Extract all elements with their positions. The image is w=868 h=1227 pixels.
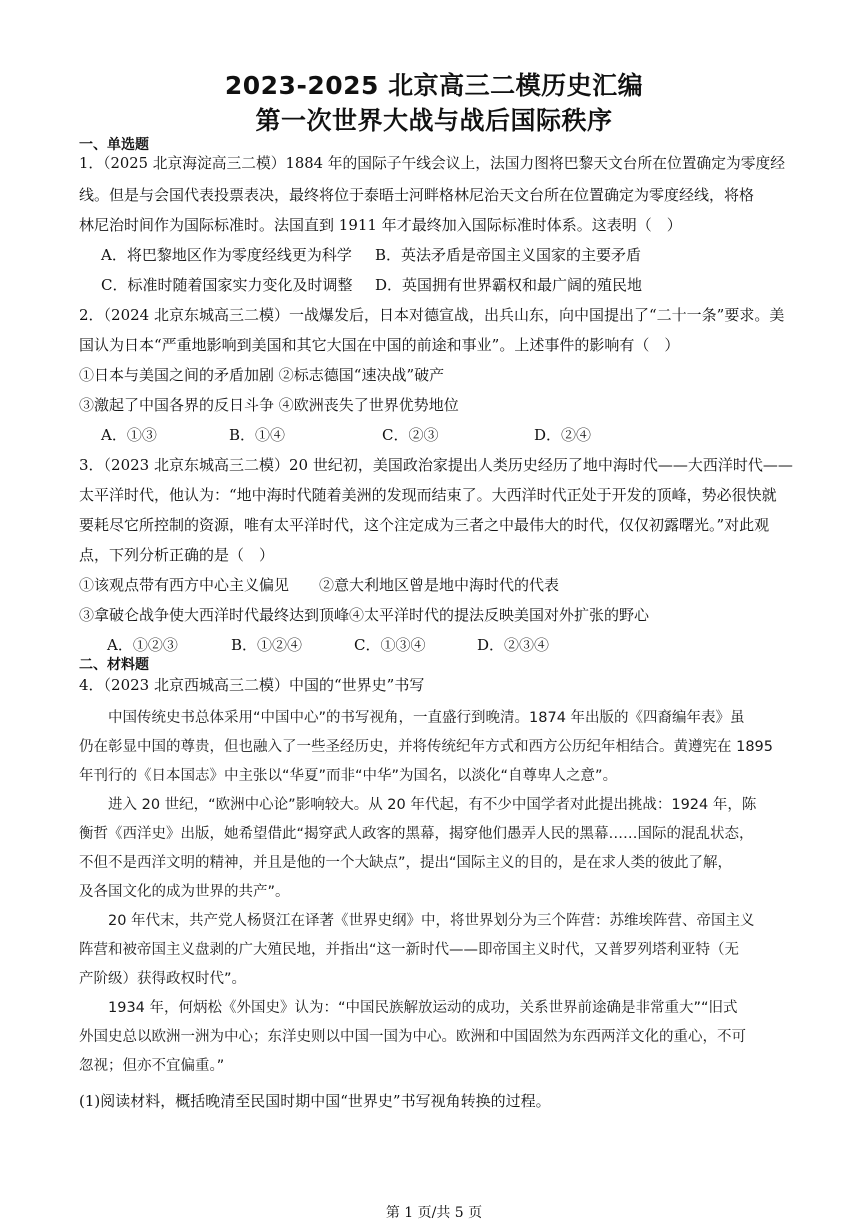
q1-stem-line: 林尼治时间作为国际标准时。法国直到 1911 年才最终加入国际标准时体系。这表明（ ） (79, 216, 682, 234)
q3-statement-line: ③拿破仑战争使大西洋时代最终达到顶峰④太平洋时代的提法反映美国对外扩张的野心 (79, 606, 650, 624)
q4-passage-line: 忽视；但亦不宜偏重。” (79, 1058, 225, 1074)
document-title: 2023-2025 北京高三二模历史汇编 (224, 71, 644, 100)
q3-option-a: A．①②③ (107, 636, 178, 654)
q2-option-a: A．①③ (101, 426, 157, 444)
q4-subquestion-1: (1)阅读材料，概括晚清至民国时期中国“世界史”书写视角转换的过程。 (79, 1092, 551, 1110)
q4-passage-line: 产阶级）获得政权时代”。 (79, 971, 247, 987)
q2-option-d: D．②④ (534, 426, 592, 444)
q4-passage-line: 不但不是西洋文明的精神，并且是他的一个大缺点”，提出“国际主义的目的，是在求人类的彼此了解， (79, 855, 733, 871)
q4-passage-line: 年刊行的《日本国志》中主张以“华夏”而非“中华”为国名，以淡化“自尊卑人之意”。 (79, 768, 618, 784)
q4-heading: 4．（2023 北京西城高三二模）中国的“世界史”书写 (79, 676, 425, 694)
q1-option-b: B．英法矛盾是帝国主义国家的主要矛盾 (375, 246, 642, 264)
q4-passage-line: 1934 年，何炳松《外国史》认为：“中国民族解放运动的成功，关系世界前途确是非常重大”“旧式 (79, 1000, 738, 1016)
q2-option-c: C．②③ (382, 426, 439, 444)
page-number: 第 1 页/共 5 页 (385, 1205, 483, 1221)
q4-passage-line: 20 年代末，共产党人杨贤江在译著《世界史纲》中，将世界划分为三个阵营：苏维埃阵营、帝国主义 (79, 913, 755, 929)
q2-stem-line: 国认为日本“严重地影响到美国和其它大国在中国的前途和事业”。上述事件的影响有（ ） (79, 336, 680, 354)
q3-stem-line: 点，下列分析正确的是（ ） (79, 546, 275, 564)
q3-stem-line: 太平洋时代，他认为：“地中海时代随着美洲的发现而结束了。大西洋时代正处于开发的顶峰，势必很快就 (79, 486, 777, 504)
q3-option-b: B．①②④ (231, 636, 303, 654)
q1-option-c: C．标准时随着国家实力变化及时调整 (101, 276, 353, 294)
q3-option-c: C．①③④ (354, 636, 426, 654)
q4-passage-line: 中国传统史书总体采用“中国中心”的书写视角，一直盛行到晚清。1874 年出版的《四裔编年表》虽 (79, 710, 745, 726)
q4-passage-line: 进入 20 世纪，“欧洲中心论”影响较大。从 20 年代起，有不少中国学者对此提出挑战：1924 年，陈 (79, 797, 757, 813)
q4-passage-line: 及各国文化的成为世界的共产”。 (79, 884, 290, 900)
q4-passage-line: 仍在彰显中国的尊贵，但也融入了一些圣经历史，并将传统纪年方式和西方公历纪年相结合。黄遵宪在 1895 (79, 739, 774, 755)
q1-option-a: A．将巴黎地区作为零度经线更为科学 (101, 246, 352, 264)
q1-stem-line: 1．（2025 北京海淀高三二模）1884 年的国际子午线会议上，法国力图将巴黎天文台所在位置确定为零度经 (79, 155, 785, 172)
q2-statement-line: ③激起了中国各界的反日斗争 ④欧洲丧失了世界优势地位 (79, 396, 459, 414)
q3-option-d: D．②③④ (477, 636, 550, 654)
q2-statement-line: ①日本与美国之间的矛盾加剧 ②标志德国“速决战”破产 (79, 366, 445, 384)
q2-option-b: B．①④ (229, 426, 286, 444)
section-heading-material: 二、材料题 (79, 657, 149, 673)
q1-option-d: D．英国拥有世界霸权和最广阔的殖民地 (375, 276, 643, 294)
q3-stem-line: 3．（2023 北京东城高三二模）20 世纪初，美国政治家提出人类历史经历了地中海时代——大西洋时代—— (79, 456, 793, 474)
q3-stem-line: 要耗尽它所控制的资源，唯有太平洋时代，这个注定成为三者之中最伟大的时代，仅仅初露曙光。”对此观 (79, 516, 770, 534)
section-heading-single-choice: 一、单选题 (79, 137, 149, 153)
q1-stem-line: 线。但是与会国代表投票表决，最终将位于泰晤士河畔格林尼治天文台所在位置确定为零度经线，将格 (79, 186, 755, 204)
q4-passage-line: 阵营和被帝国主义盘剥的广大殖民地，并指出“这一新时代——即帝国主义时代，又普罗列塔利亚特（无 (79, 942, 740, 958)
q3-statement-line: ①该观点带有西方中心主义偏见 ②意大利地区曾是地中海时代的代表 (79, 576, 560, 594)
document-subtitle: 第一次世界大战与战后国际秩序 (255, 106, 613, 135)
q4-passage-line: 衡哲《西洋史》出版，她希望借此“揭穿武人政客的黑幕，揭穿他们愚弄人民的黑幕……国际的混乱状态， (79, 826, 754, 842)
q4-passage-line: 外国史总以欧洲一洲为中心；东洋史则以中国一国为中心。欧洲和中国固然为东西两洋文化的重心，不可 (79, 1029, 746, 1045)
q2-stem-line: 2．（2024 北京东城高三二模）一战爆发后，日本对德宣战，出兵山东，向中国提出了“二十一条”要求。美 (79, 306, 785, 324)
